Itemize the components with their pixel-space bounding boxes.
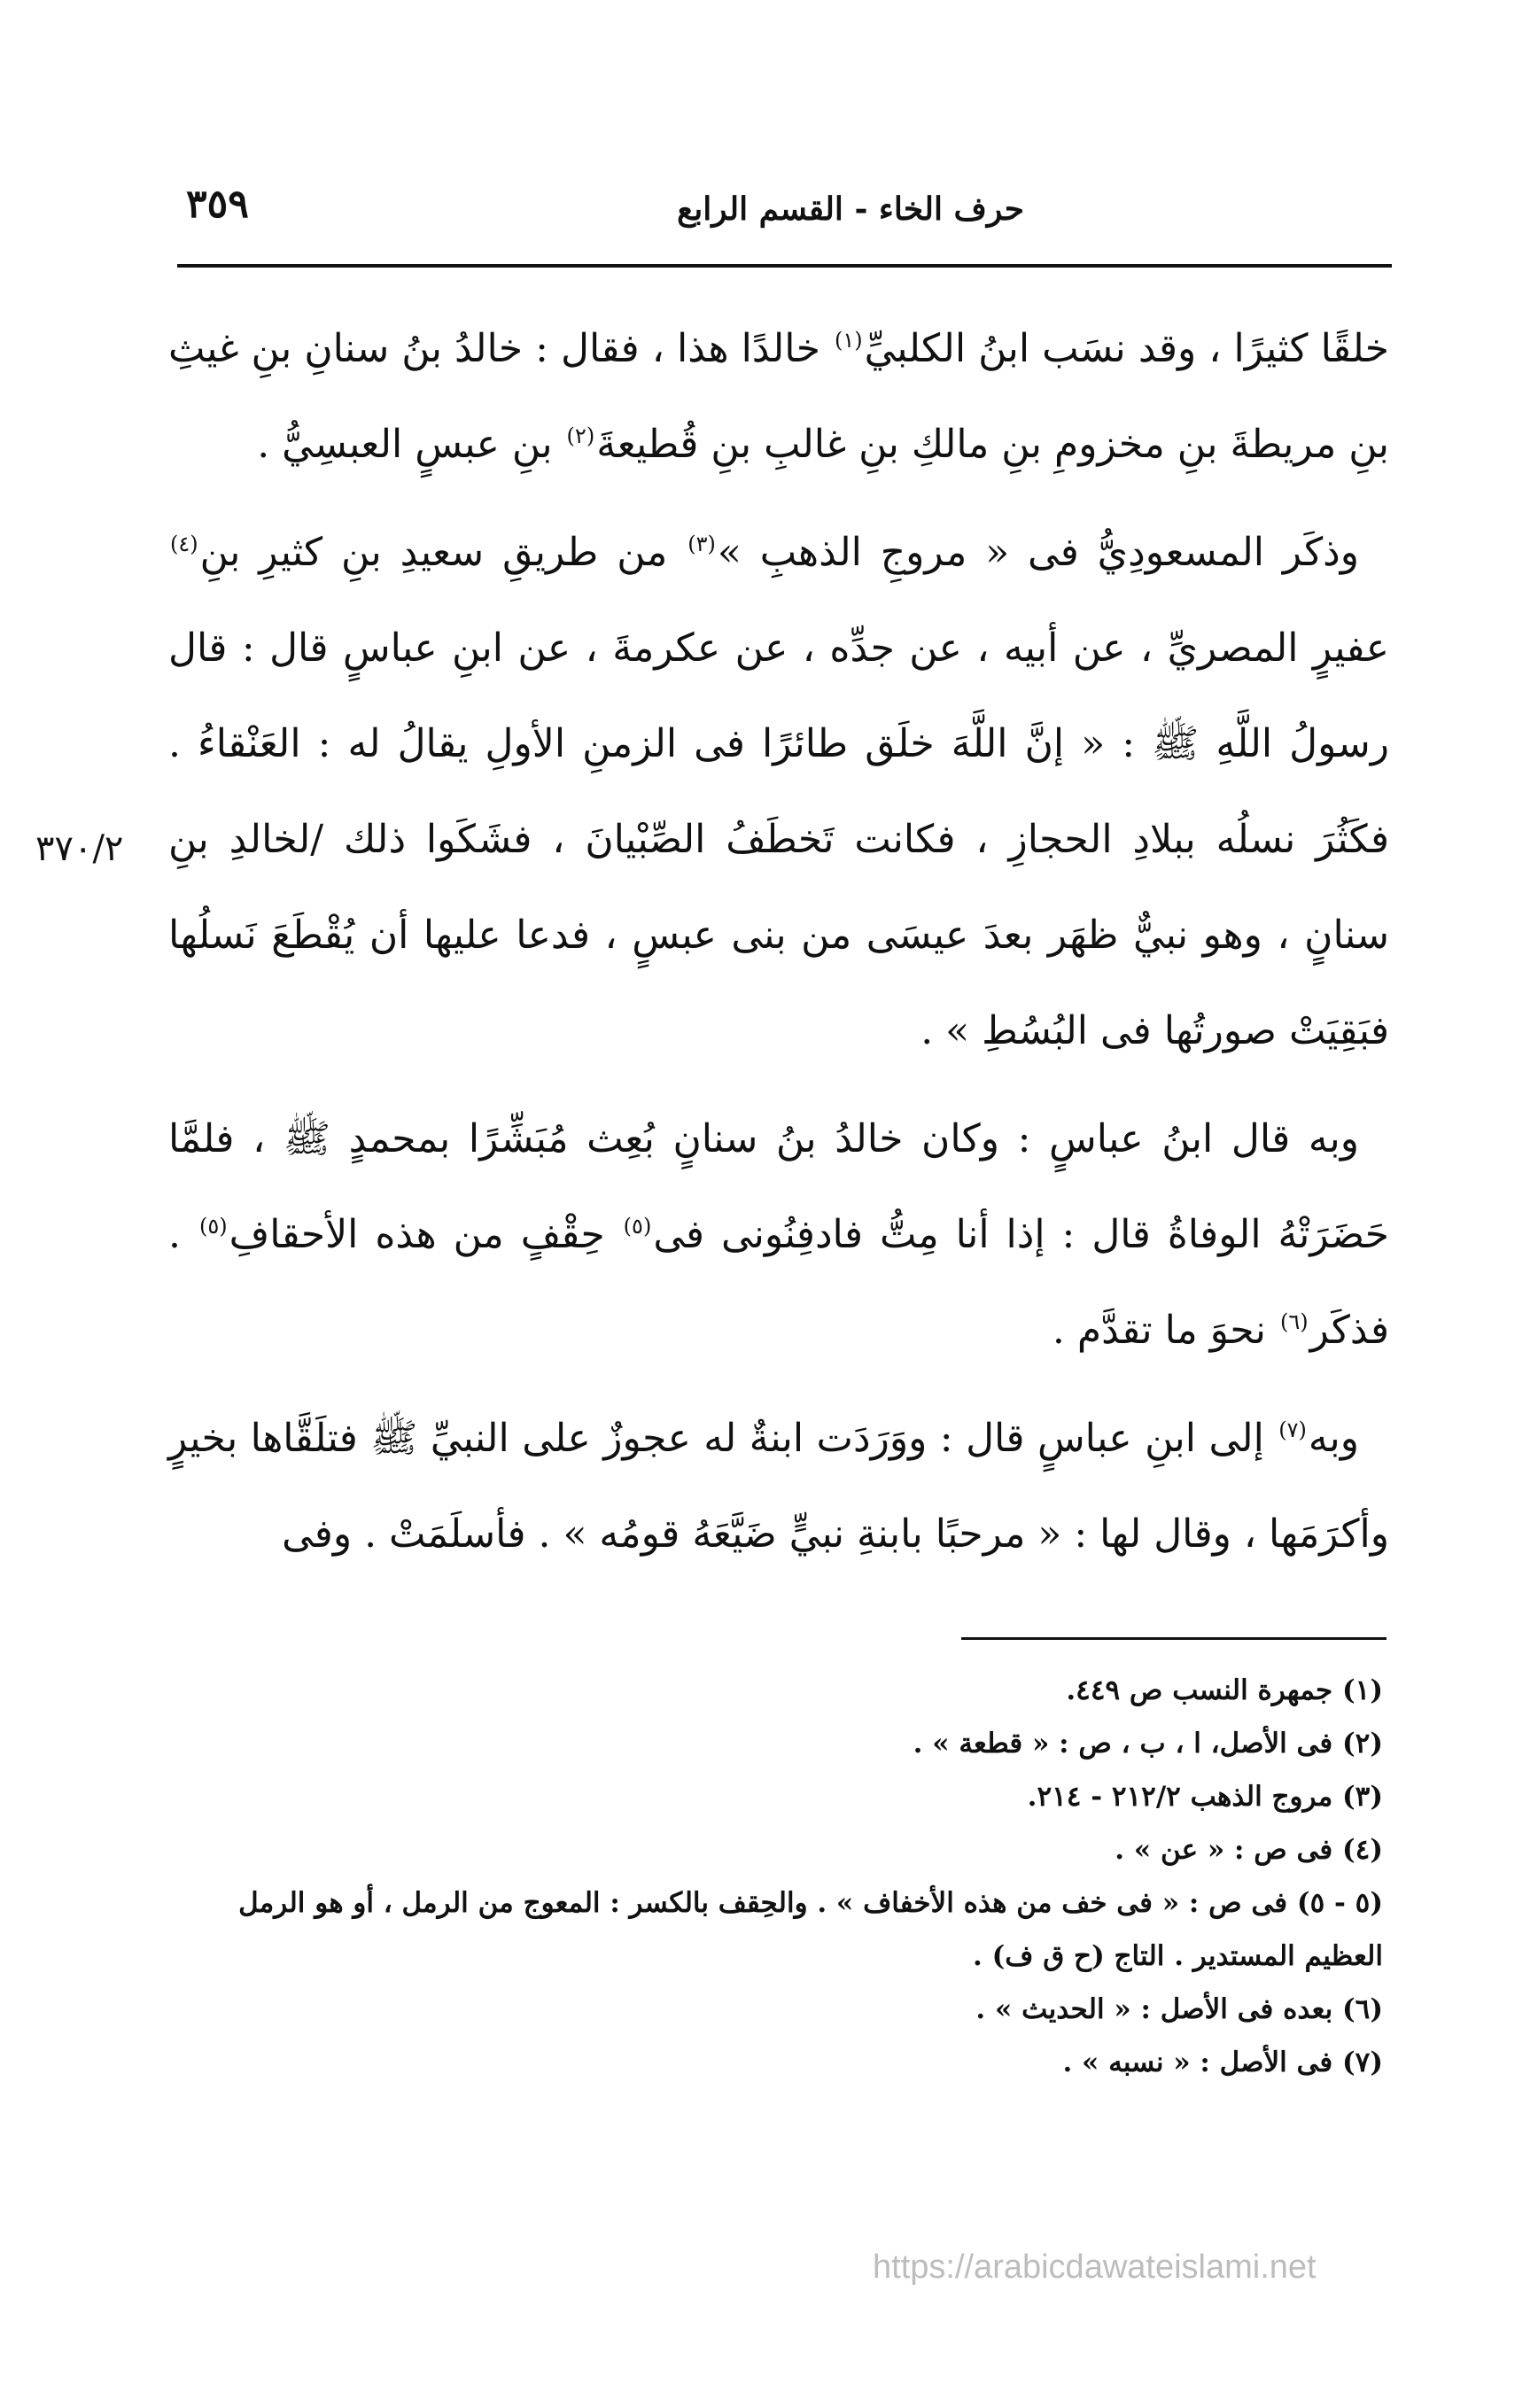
footnote-marker: (٥)	[198, 1214, 228, 1239]
footnote-marker: (٧)	[1278, 1418, 1307, 1443]
footnote-item: (٢) فى الأصل، ا ، ب ، ص : « قطعة » .	[913, 1728, 1383, 1759]
text-segment: بنِ عبسٍ العبسِيُّ .	[257, 422, 565, 467]
watermark-url: https://arabicdawateislami.net	[873, 2249, 1317, 2286]
footnote-item: (٥ - ٥) فى ص : « فى خف من هذه الأخفاف » . والحِقف بالكسر : المعوج من الرمل ، أو هو الرمل العظيم المستدير . التاج (ح ق ف) .	[238, 1887, 1383, 1972]
text-segment: نحوَ ما تقدَّم .	[1052, 1308, 1278, 1353]
text-segment: وذكَر المسعودِيُّ فى « مروجِ الذهبِ »	[717, 530, 1359, 575]
footnote-marker: (٥)	[623, 1214, 652, 1239]
paragraph-1	[168, 301, 1389, 493]
text-segment: خلقًا كثيرًا ، وقد نسَب ابنُ الكلبيِّ	[864, 326, 1389, 371]
margin-reference: ٣٧٠/٢	[35, 828, 124, 869]
text-segment: إلى ابنِ عباسٍ قال : ووَرَدَت ابنةٌ له عجوزٌ على النبيِّ ﷺ فتلَقَّاها بخيرٍ وأكرَمَها ، وقال لها : « مرحبًا بابنةِ نبيٍّ ضَيَّعَهُ قومُه » . فأسلَمَتْ . وفى	[168, 1416, 1389, 1557]
text-segment: وبه قال ابنُ عباسٍ : وكان خالدُ بنُ سنانٍ بُعِث مُبَشِّرًا بمحمدٍ ﷺ ، فلمَّا حَضَرَتْهُ الوفاةُ قال : إذا أنا مِتُّ فادفِنُونى فى	[168, 1116, 1389, 1257]
paragraph-4	[168, 1391, 1389, 1582]
footnote-item: (٣) مروج الذهب ٢١٢/٢ - ٢١٤.	[1027, 1781, 1383, 1813]
footnote-rule	[961, 1637, 1387, 1640]
text-segment: عفيرٍ المصريِّ ، عن أبيه ، عن جدِّه ، عن عكرمةَ ، عن ابنِ عباسٍ قال : قال رسولُ اللَّهِ ﷺ : « إنَّ اللَّهَ خلَق طائرًا فى الزمنِ الأولِ يقالُ له : العَنْقاءُ . فكَثُرَ نسلُه ببلادِ الحجازِ ، فكانت تَخطَفُ الصِّبْيانَ ، فشَكَوا ذلك /لخالدِ بنِ سنانٍ ، وهو نبيٌّ ظهَر بعدَ عيسَى من بنى عبسٍ ، فدعا عليها أن يُقْطَعَ نَسلُها فبَقِيَتْ صورتُها فى البُسُطِ » .	[168, 625, 1389, 1053]
footnote-marker: (١)	[834, 328, 863, 353]
text-segment: حِقْفٍ من هذه الأحقافِ	[229, 1212, 622, 1257]
footnote-item: (٦) بعده فى الأصل : « الحديث » .	[975, 1993, 1383, 2025]
footnotes	[168, 1664, 1383, 2089]
footnote-item: (١) جمهرة النسب ص ٤٤٩.	[1066, 1674, 1383, 1706]
footnote-item: (٧) فى الأصل : « نسبه » .	[1062, 2047, 1383, 2078]
text-segment: وبه	[1308, 1416, 1359, 1461]
running-title: حرف الخاء - القسم الرابع	[677, 190, 1024, 228]
paragraph-2	[168, 505, 1389, 1079]
text-segment: من طريقِ سعيدِ بنِ كثيرِ بنِ	[199, 530, 687, 575]
footnote-marker: (٣)	[687, 532, 716, 557]
main-text	[168, 301, 1389, 1595]
footnote-marker: (٤)	[170, 532, 198, 557]
footnote-marker: (٢)	[566, 423, 595, 449]
text-segment: . فذكَر	[168, 1212, 1389, 1353]
page-header	[168, 182, 1370, 244]
paragraph-3	[168, 1091, 1389, 1379]
page-number: ٣٥٩	[186, 182, 249, 227]
text-segment: خالدًا هذا ، فقال : خالدُ بنُ سنانِ بنِ غيثِ بنِ مريطةَ بنِ مخزومِ بنِ مالكِ بنِ غالبِ بنِ قُطيعةَ	[168, 326, 1389, 467]
header-rule	[177, 264, 1392, 268]
footnote-item: (٤) فى ص : « عن » .	[1115, 1834, 1383, 1866]
footnote-marker: (٦)	[1280, 1309, 1309, 1335]
